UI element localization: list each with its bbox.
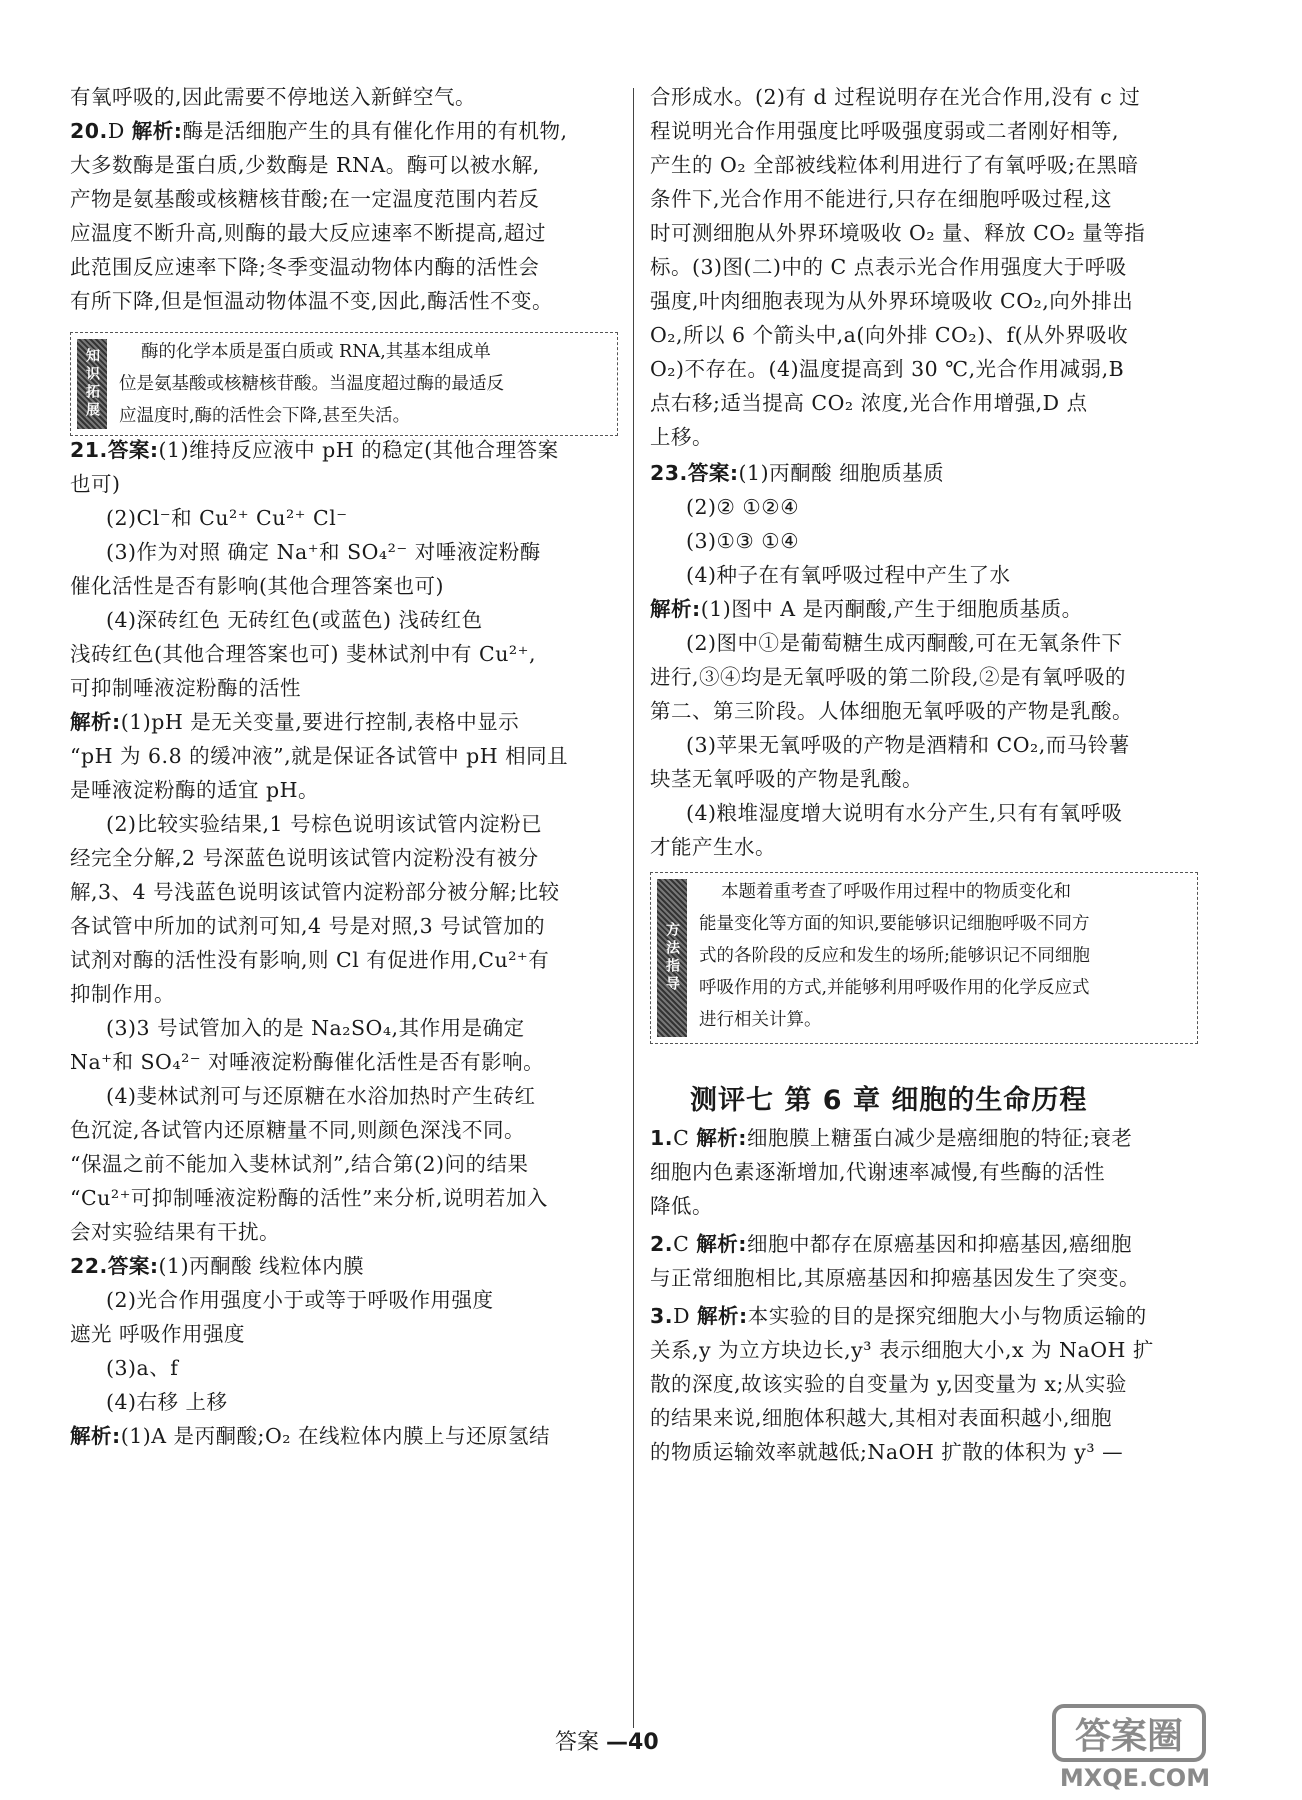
text-line: [650, 184, 1112, 214]
text-line: [650, 1437, 1123, 1467]
line-text: (1)维持反应液中 pH 的稳定(其他合理答案: [158, 438, 559, 462]
text-line: [70, 1013, 525, 1043]
text-line: [650, 422, 713, 452]
line-text: D: [673, 1304, 698, 1328]
text-line: [650, 798, 1123, 828]
line-text: C: [673, 1126, 697, 1150]
line-text: 点右移;适当提高 CO₂ 浓度,光合作用增强,D 点: [650, 391, 1088, 415]
watermark-logo: [1050, 1700, 1220, 1792]
keyword-label: 解析:: [70, 1424, 121, 1448]
keyword-label: 解析:: [697, 1304, 748, 1328]
keyword-label: 答案:: [687, 461, 739, 485]
note-line: 能量变化等方面的知识,要能够识记细胞呼吸不同方: [699, 914, 1090, 934]
text-line: [70, 1149, 529, 1179]
line-text: (3)a、f: [106, 1356, 179, 1380]
text-line: [70, 809, 542, 839]
line-text: 时可测细胞从外界环境吸收 O₂ 量、释放 CO₂ 量等指: [650, 221, 1146, 245]
note-line: 酶的化学本质是蛋白质或 RNA,其基本组成单: [141, 342, 491, 362]
line-text: (3)苹果无氧呼吸的产物是酒精和 CO₂,而马铃薯: [686, 733, 1130, 757]
line-text: 细胞中都存在原癌基因和抑癌基因,癌细胞: [746, 1232, 1132, 1256]
text-line: [650, 252, 1127, 282]
text-line: [650, 764, 923, 794]
line-text: 酶是活细胞产生的具有催化作用的有机物,: [182, 119, 568, 143]
line-text: 细胞膜上糖蛋白减少是癌细胞的特征;衰老: [746, 1126, 1133, 1150]
method-note-box: [650, 872, 1198, 1044]
line-text: Na⁺和 SO₄²⁻ 对唾液淀粉酶催化活性是否有影响。: [70, 1050, 545, 1074]
watermark-bottom: MXQE.COM: [1059, 1764, 1211, 1792]
watermark-top: 答案圈: [1074, 1716, 1184, 1757]
line-text: “Cu²⁺可抑制唾液淀粉酶的活性”来分析,说明若加入: [70, 1186, 548, 1210]
text-line: [650, 116, 1119, 146]
text-line: [70, 1251, 364, 1281]
text-line: [650, 560, 1011, 590]
question-number: 2.: [650, 1232, 674, 1256]
text-line: [650, 286, 1133, 316]
text-line: [70, 252, 539, 282]
text-line: [70, 82, 476, 112]
line-text: 第二、第三阶段。人体细胞无氧呼吸的产物是乳酸。: [650, 699, 1133, 723]
text-line: [70, 979, 175, 1009]
line-text: 条件下,光合作用不能进行,只存在细胞呼吸过程,这: [650, 187, 1113, 211]
line-text: (2)Cl⁻和 Cu²⁺ Cu²⁺ Cl⁻: [106, 506, 348, 530]
keyword-label: 答案:: [107, 1254, 159, 1278]
question-number: 3.: [650, 1304, 674, 1328]
line-text: (4)粮堆湿度增大说明有水分产生,只有有氧呼吸: [686, 801, 1123, 825]
text-line: [650, 594, 1083, 624]
line-text: (4)斐林试剂可与还原糖在水浴加热时产生砖红: [106, 1084, 536, 1108]
text-line: [650, 1335, 1154, 1365]
text-line: [70, 537, 541, 567]
line-text: 上移。: [650, 425, 713, 449]
text-line: [70, 1387, 228, 1417]
text-line: [650, 492, 799, 522]
line-text: 降低。: [650, 1194, 713, 1218]
line-text: (3)作为对照 确定 Na⁺和 SO₄²⁻ 对唾液淀粉酶: [106, 540, 541, 564]
text-line: [70, 1081, 536, 1111]
text-line: [650, 150, 1138, 180]
text-line: [70, 1183, 548, 1213]
text-line: [650, 1403, 1112, 1433]
text-line: [650, 526, 799, 556]
keyword-label: 答案:: [107, 438, 159, 462]
text-line: [650, 218, 1145, 248]
text-line: [70, 877, 560, 907]
text-line: [650, 662, 1126, 692]
line-text: 浅砖红色(其他合理答案也可) 斐林试剂中有 Cu²⁺,: [70, 642, 536, 666]
line-text: 细胞内色素逐渐增加,代谢速率减慢,有些酶的活性: [650, 1160, 1106, 1184]
line-text: 程说明光合作用强度比呼吸强度弱或二者刚好相等,: [650, 119, 1120, 143]
line-text: (2)② ①②④: [686, 495, 800, 519]
question-number: 21.: [70, 438, 108, 462]
line-text: 与正常细胞相比,其原癌基因和抑癌基因发生了突变。: [650, 1266, 1141, 1290]
text-line: [70, 741, 568, 771]
line-text: (1)A 是丙酮酸;O₂ 在线粒体内膜上与还原氢结: [120, 1424, 551, 1448]
line-text: (1)pH 是无关变量,要进行控制,表格中显示: [120, 710, 520, 734]
line-text: 经完全分解,2 号深蓝色说明该试管内淀粉没有被分: [70, 846, 539, 870]
text-line: [650, 628, 1123, 658]
line-text: 的结果来说,细胞体积越大,其相对表面积越小,细胞: [650, 1406, 1113, 1430]
knowledge-note-box: [70, 332, 618, 436]
note-tag: 方法指导: [657, 879, 687, 1037]
line-text: 是唾液淀粉酶的适宜 pH。: [70, 778, 320, 802]
text-line: [650, 1229, 1132, 1259]
question-number: 20.: [70, 119, 108, 143]
keyword-label: 解析:: [70, 710, 121, 734]
keyword-label: 解析:: [696, 1126, 747, 1150]
text-line: [70, 1115, 525, 1145]
line-text: 产生的 O₂ 全部被线粒体利用进行了有氧呼吸;在黑暗: [650, 153, 1139, 177]
text-line: [650, 730, 1130, 760]
line-text: (2)光合作用强度小于或等于呼吸作用强度: [106, 1288, 494, 1312]
line-text: 各试管中所加的试剂可知,4 号是对照,3 号试管加的: [70, 914, 546, 938]
keyword-label: 解析:: [650, 597, 701, 621]
keyword-label: 解析:: [131, 119, 183, 143]
line-text: O₂,所以 6 个箭头中,a(向外排 CO₂)、f(从外界吸收: [650, 323, 1129, 347]
line-text: O₂)不存在。(4)温度提高到 30 ℃,光合作用减弱,B: [650, 357, 1125, 381]
text-line: [70, 116, 568, 146]
line-text: 强度,叶肉细胞表现为从外界环境吸收 CO₂,向外排出: [650, 289, 1134, 313]
keyword-label: 解析:: [696, 1232, 747, 1256]
line-text: (4)右移 上移: [106, 1390, 228, 1414]
text-line: [70, 150, 540, 180]
text-line: [650, 696, 1133, 726]
line-text: 抑制作用。: [70, 982, 175, 1006]
note-line: 位是氨基酸或核糖核苷酸。当温度超过酶的最适反: [119, 374, 504, 394]
line-text: 大多数酶是蛋白质,少数酶是 RNA。酶可以被水解,: [70, 153, 540, 177]
line-text: C: [673, 1232, 697, 1256]
question-number: 22.: [70, 1254, 108, 1278]
text-line: [70, 1285, 494, 1315]
note-line: 本题着重考查了呼吸作用过程中的物质变化和: [721, 882, 1071, 902]
question-number: 23.: [650, 461, 688, 485]
text-line: [650, 82, 1140, 112]
text-line: [70, 605, 483, 635]
line-text: 解,3、4 号浅蓝色说明该试管内淀粉部分被分解;比较: [70, 880, 560, 904]
page-footer: [555, 1725, 659, 1756]
line-text: (2)比较实验结果,1 号棕色说明该试管内淀粉已: [106, 812, 543, 836]
text-line: [650, 1301, 1147, 1331]
line-text: 产物是氨基酸或核糖核苷酸;在一定温度范围内若反: [70, 187, 540, 211]
footer-label: 答案: [555, 1730, 600, 1755]
line-text: “保温之前不能加入斐林试剂”,结合第(2)问的结果: [70, 1152, 529, 1176]
text-line: [70, 286, 553, 316]
line-text: (3)①③ ①④: [686, 529, 800, 553]
line-text: “pH 为 6.8 的缓冲液”,就是保证各试管中 pH 相同且: [70, 744, 569, 768]
text-line: [650, 388, 1088, 418]
text-line: [650, 458, 944, 488]
line-text: 试剂对酶的活性没有影响,则 Cl 有促进作用,Cu²⁺有: [70, 948, 550, 972]
text-line: [70, 945, 549, 975]
text-line: [70, 571, 444, 601]
text-line: [70, 775, 319, 805]
text-line: [70, 218, 546, 248]
line-text: 有所下降,但是恒温动物体温不变,因此,酶活性不变。: [70, 289, 554, 313]
text-line: [70, 707, 519, 737]
line-text: (2)图中①是葡萄糖生成丙酮酸,可在无氧条件下: [686, 631, 1123, 655]
text-line: [650, 1123, 1132, 1153]
text-line: [70, 435, 559, 465]
line-text: 催化活性是否有影响(其他合理答案也可): [70, 574, 444, 598]
text-line: [70, 184, 539, 214]
text-line: [70, 911, 545, 941]
text-line: [650, 832, 776, 862]
text-line: [70, 1353, 178, 1383]
line-text: 此范围反应速率下降;冬季变温动物体内酶的活性会: [70, 255, 540, 279]
line-text: 本实验的目的是探究细胞大小与物质运输的: [747, 1304, 1147, 1328]
column-divider: [633, 88, 634, 1728]
text-line: [650, 354, 1124, 384]
text-line: [70, 673, 301, 703]
line-text: (1)丙酮酸 线粒体内膜: [158, 1254, 365, 1278]
line-text: 标。(3)图(二)中的 C 点表示光合作用强度大于呼吸: [650, 255, 1127, 279]
note-tag: 知识拓展: [77, 339, 107, 429]
text-line: [70, 639, 536, 669]
text-line: [70, 843, 539, 873]
line-text: (1)图中 A 是丙酮酸,产生于细胞质基质。: [700, 597, 1083, 621]
line-text: 才能产生水。: [650, 835, 776, 859]
text-line: [650, 1157, 1105, 1187]
page-number: —40: [606, 1730, 659, 1755]
line-text: 进行,③④均是无氧呼吸的第二阶段,②是有氧呼吸的: [650, 665, 1127, 689]
text-line: [650, 1191, 713, 1221]
line-text: 也可): [70, 472, 121, 496]
line-text: 遮光 呼吸作用强度: [70, 1322, 246, 1346]
line-text: (3)3 号试管加入的是 Na₂SO₄,其作用是确定: [106, 1016, 525, 1040]
line-text: 色沉淀,各试管内还原糖量不同,则颜色深浅不同。: [70, 1118, 526, 1142]
line-text: 合形成水。(2)有 d 过程说明存在光合作用,没有 c 过: [650, 85, 1141, 109]
text-line: [70, 503, 348, 533]
line-text: 会对实验结果有干扰。: [70, 1220, 280, 1244]
note-line: 进行相关计算。: [699, 1010, 822, 1030]
note-line: 应温度时,酶的活性会下降,甚至失活。: [119, 406, 411, 426]
line-text: 有氧呼吸的,因此需要不停地送入新鲜空气。: [70, 85, 477, 109]
line-text: (4)深砖红色 无砖红色(或蓝色) 浅砖红色: [106, 608, 483, 632]
section-heading: 测评七 第 6 章 细胞的生命历程: [690, 1085, 1088, 1116]
text-line: [70, 1319, 245, 1349]
line-text: 散的深度,故该实验的自变量为 y,因变量为 x;从实验: [650, 1372, 1127, 1396]
line-text: 可抑制唾液淀粉酶的活性: [70, 676, 301, 700]
note-line: 呼吸作用的方式,并能够利用呼吸作用的化学反应式: [699, 978, 1090, 998]
text-line: [70, 1217, 280, 1247]
line-text: 应温度不断升高,则酶的最大反应速率不断提高,超过: [70, 221, 547, 245]
line-text: 块茎无氧呼吸的产物是乳酸。: [650, 767, 923, 791]
line-text: 关系,y 为立方块边长,y³ 表示细胞大小,x 为 NaOH 扩: [650, 1338, 1154, 1362]
question-number: 1.: [650, 1126, 674, 1150]
line-text: D: [107, 119, 132, 143]
text-line: [650, 320, 1128, 350]
text-line: [650, 1369, 1127, 1399]
text-line: [70, 469, 121, 499]
line-text: 的物质运输效率就越低;NaOH 扩散的体积为 y³ —: [650, 1440, 1124, 1464]
text-line: [70, 1047, 544, 1077]
note-line: 式的各阶段的反应和发生的场所;能够识记不同细胞: [699, 946, 1090, 966]
line-text: (1)丙酮酸 细胞质基质: [738, 461, 945, 485]
line-text: (4)种子在有氧呼吸过程中产生了水: [686, 563, 1011, 587]
text-line: [650, 1263, 1140, 1293]
text-line: [70, 1421, 550, 1451]
